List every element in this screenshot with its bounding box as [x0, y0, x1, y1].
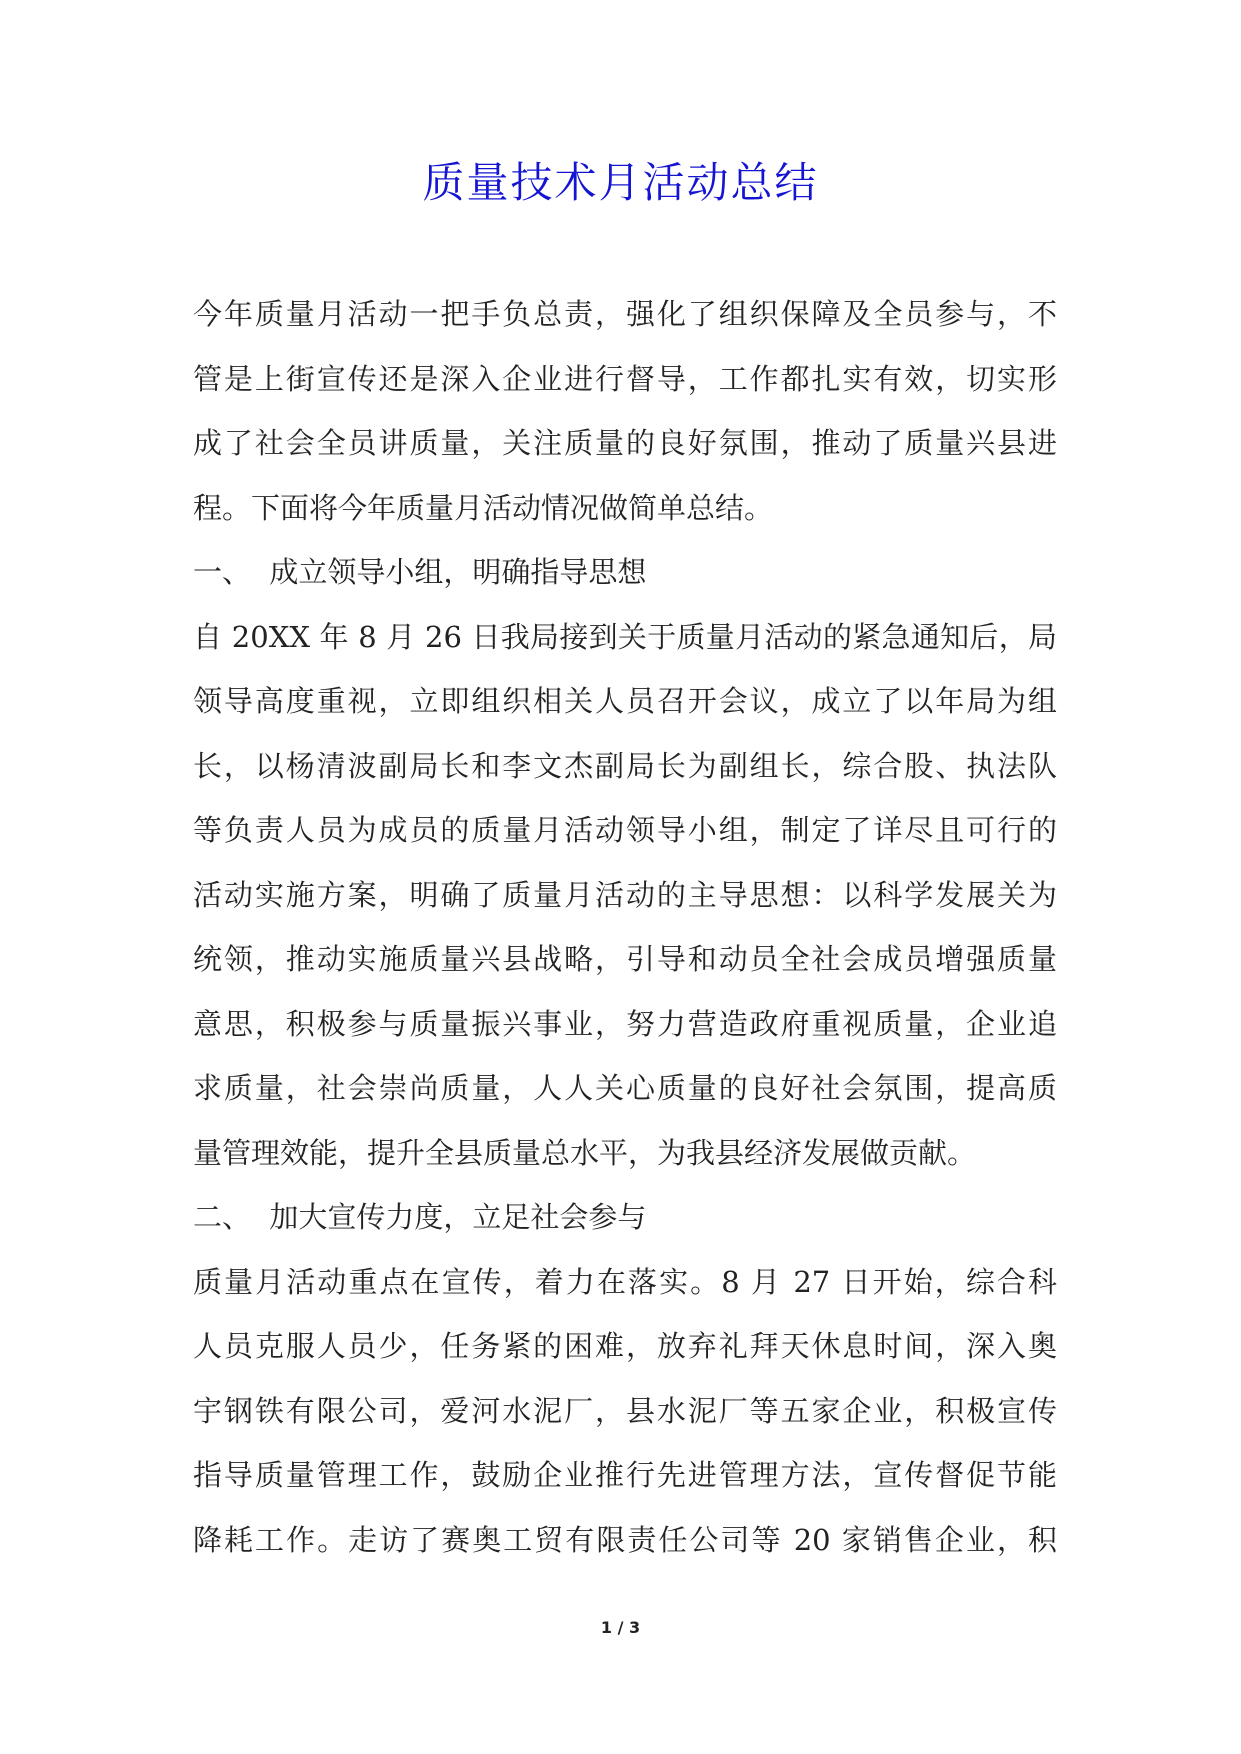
- text-line: 活动实施方案，明确了质量月活动的主导思想：以科学发展关为: [193, 877, 1057, 912]
- page-number: 1 / 3: [600, 1618, 641, 1637]
- text-line: 自 20XX 年 8 月 26 日我局接到关于质量月活动的紧急通知后，局: [193, 619, 1057, 654]
- text-line: 长，以杨清波副局长和李文杰副局长为副组长，综合股、执法队: [193, 748, 1057, 783]
- text-line: 降耗工作。走访了赛奥工贸有限责任公司等 20 家销售企业，积: [193, 1522, 1057, 1557]
- text-line: 量管理效能，提升全县质量总水平，为我县经济发展做贡献。: [193, 1135, 977, 1170]
- text-line: 质量月活动重点在宣传，着力在落实。8 月 27 日开始，综合科: [193, 1264, 1057, 1299]
- text-line: 领导高度重视，立即组织相关人员召开会议，成立了以年局为组: [193, 684, 1057, 718]
- section-heading-text: 一、 成立领导小组，明确指导思想: [193, 555, 647, 589]
- text-line: 今年质量月活动一把手负总责，强化了组织保障及全员参与，不: [193, 297, 1057, 331]
- text-line: 宇钢铁有限公司，爱河水泥厂，县水泥厂等五家企业，积极宣传: [193, 1393, 1057, 1428]
- text-line: 统领，推动实施质量兴县战略，引导和动员全社会成员增强质量: [193, 942, 1057, 976]
- paragraph-section-2: [193, 1250, 1057, 1573]
- text-line: 程。下面将今年质量月活动情况做简单总结。: [193, 490, 774, 525]
- section-heading-2: [193, 1185, 1057, 1250]
- document-title: 质量技术月活动总结: [422, 158, 819, 207]
- text-line: 人员克服人员少，任务紧的困难，放弃礼拜天休息时间，深入奥: [193, 1329, 1057, 1363]
- paragraph-section-1: [193, 605, 1057, 1186]
- text-line: 指导质量管理工作，鼓励企业推行先进管理方法，宣传督促节能: [193, 1458, 1057, 1492]
- document-body: [193, 282, 1057, 1572]
- section-heading-text: 二、 加大宣传力度，立足社会参与: [193, 1200, 647, 1234]
- text-line: 成了社会全员讲质量，关注质量的良好氛围，推动了质量兴县进: [193, 426, 1057, 460]
- text-line: 管是上街宣传还是深入企业进行督导，工作都扎实有效，切实形: [193, 361, 1057, 396]
- paragraph-intro: [193, 282, 1057, 540]
- text-line: 等负责人员为成员的质量月活动领导小组，制定了详尽且可行的: [193, 813, 1057, 847]
- text-line: 求质量，社会崇尚质量，人人关心质量的良好社会氛围，提高质: [193, 1071, 1057, 1105]
- text-line: 意思，积极参与质量振兴事业，努力营造政府重视质量，企业追: [193, 1006, 1057, 1041]
- section-heading-1: [193, 540, 1057, 605]
